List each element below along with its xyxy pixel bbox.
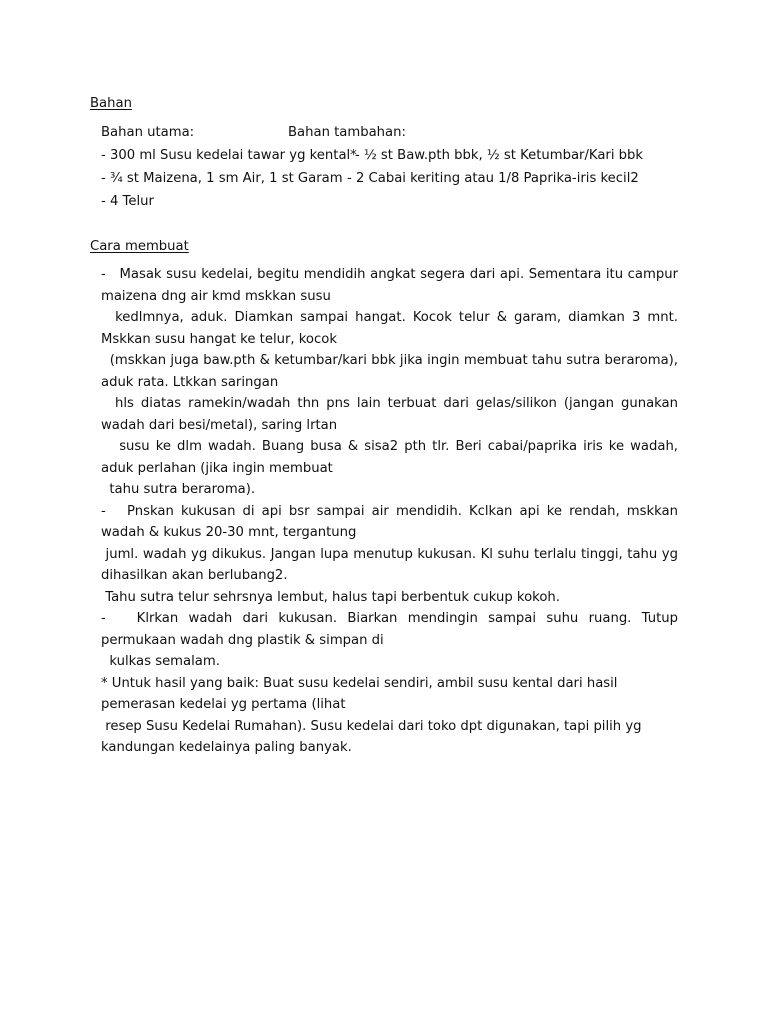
- ingredients-header-row: [101, 122, 701, 145]
- step-line: - Klrkan wadah dari kukusan. Biarkan mendingin sampai suhu ruang. Tutup permukaan wadah dng plastik & simpan di: [101, 611, 683, 648]
- ingredients-row: [101, 145, 701, 168]
- step-line: (mskkan juga baw.pth & ketumbar/kari bbk jika ingin membuat tahu sutra beraroma), aduk rata. Ltkkan saringan: [101, 353, 683, 390]
- steps-block: [101, 264, 683, 759]
- main-ingredient-item: - ¾ st Maizena, 1 sm Air, 1 st Garam: [101, 171, 343, 186]
- step-line: - Pnskan kukusan di api bsr sampai air mendidih. Kclkan api ke rendah, mskkan wadah & kukus 20-30 mnt, tergantung: [101, 503, 683, 540]
- step-line: kedlmnya, aduk. Diamkan sampai hangat. Kocok telur & garam, diamkan 3 mnt. Mskkan susu hangat ke telur, kocok: [101, 310, 683, 347]
- step-line: hls diatas ramekin/wadah thn pns lain terbuat dari gelas/silikon (jangan gunakan wadah dari besi/metal), saring lrtan: [101, 396, 683, 433]
- ingredients-row: [101, 191, 701, 214]
- bahan-heading: Bahan: [90, 96, 132, 111]
- step-line: Tahu sutra telur sehrsnya lembut, halus tapi berbentuk cukup kokoh.: [101, 589, 560, 605]
- ingredients-block: [101, 122, 701, 214]
- step-line: tahu sutra beraroma).: [101, 482, 256, 497]
- step-line: juml. wadah yg dikukus. Jangan lupa menutup kukusan. Kl suhu terlalu tinggi, tahu yg dihasilkan akan berlubang2.: [101, 546, 683, 583]
- ingredients-row: [101, 168, 701, 191]
- main-ingredient-item: - 300 ml Susu kedelai tawar yg kental*: [101, 148, 357, 163]
- step-line: susu ke dlm wadah. Buang busa & sisa2 pth tlr. Beri cabai/paprika iris ke wadah, aduk perlahan (jika ingin membuat: [101, 439, 683, 476]
- extra-ingredient-item: - 2 Cabai keriting atau 1/8 Paprika-iris kecil2: [347, 171, 639, 186]
- cara-membuat-heading: Cara membuat: [90, 239, 189, 254]
- step-line: - Masak susu kedelai, begitu mendidih angkat segera dari api. Sementara itu campur maizena dng air kmd mskkan susu: [101, 267, 683, 304]
- step-line: * Untuk hasil yang baik: Buat susu kedelai sendiri, ambil susu kental dari hasil pemerasan kedelai yg pertama (lihat: [101, 675, 622, 712]
- main-ingredient-item: - 4 Telur: [101, 194, 154, 209]
- main-ingredients-header: Bahan utama:: [101, 125, 195, 140]
- step-line: kulkas semalam.: [101, 654, 220, 669]
- step-line: resep Susu Kedelai Rumahan). Susu kedelai dari toko dpt digunakan, tapi pilih yg kandungan kedelainya paling banyak.: [101, 718, 646, 755]
- extra-ingredients-header: Bahan tambahan:: [288, 125, 406, 140]
- extra-ingredient-item: - ½ st Baw.pth bbk, ½ st Ketumbar/Kari bbk: [355, 148, 644, 163]
